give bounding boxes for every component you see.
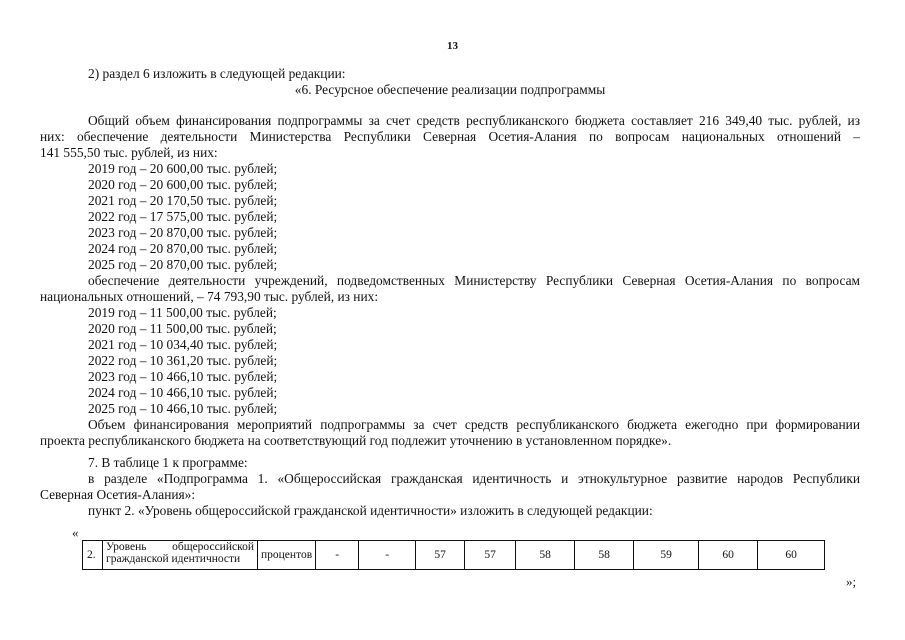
value-cell: 58 <box>575 541 634 570</box>
text-line: Объем финансирования мероприятий подпрограммы за счет средств республиканского бюджета ежегодно при формировании <box>88 417 860 432</box>
value-cell: - <box>359 541 416 570</box>
text-line: 2023 год – 10 466,10 тыс. рублей; <box>88 369 278 384</box>
text-line: 141 555,50 тыс. рублей, из них: <box>40 145 218 160</box>
text-line: 2024 год – 10 466,10 тыс. рублей; <box>88 385 278 400</box>
text-line: 2020 год – 20 600,00 тыс. рублей; <box>88 177 278 192</box>
text-line: 2025 год – 10 466,10 тыс. рублей; <box>88 401 278 416</box>
spacer <box>40 98 860 113</box>
text-line: них: обеспечение деятельности Министерства Республики Северная Осетия-Алания по вопросам национальных отношений – <box>40 129 860 144</box>
text-line: 2022 год – 10 361,20 тыс. рублей; <box>88 353 278 368</box>
text-line: национальных отношений, – 74 793,90 тыс. рублей, из них: <box>40 289 379 304</box>
text-line: «6. Ресурсное обеспечение реализации подпрограммы <box>294 82 606 97</box>
text-line: Северная Осетия-Алания»: <box>40 487 196 502</box>
text-line: 2021 год – 10 034,40 тыс. рублей; <box>88 337 278 352</box>
text-line: пункт 2. «Уровень общероссийской гражданской идентичности» изложить в следующей редакции: <box>88 503 653 518</box>
value-cell: 57 <box>416 541 465 570</box>
unit-cell: процентов <box>258 541 316 570</box>
table-row <box>83 541 825 570</box>
text-line: 2021 год – 20 170,50 тыс. рублей; <box>88 193 278 208</box>
indicator-name-cell: Уровень общероссийской гражданской идентичности <box>103 541 258 570</box>
page-number: 13 <box>447 40 458 52</box>
document-body <box>40 66 860 519</box>
text-line: 2) раздел 6 изложить в следующей редакции: <box>88 66 346 81</box>
value-cell: 58 <box>516 541 575 570</box>
value-cell: 60 <box>758 541 825 570</box>
value-cell: 59 <box>634 541 699 570</box>
text-line: проекта республиканского бюджета на соответствующий год подлежит уточнению в установленном порядке». <box>40 433 672 448</box>
text-line: Общий объем финансирования подпрограммы за счет средств республиканского бюджета составляет 216 349,40 тыс. рублей, из <box>88 113 860 128</box>
text-line: 2020 год – 11 500,00 тыс. рублей; <box>88 321 277 336</box>
text-line: 2019 год – 11 500,00 тыс. рублей; <box>88 305 277 320</box>
value-cell: - <box>316 541 359 570</box>
text-line: 2022 год – 17 575,00 тыс. рублей; <box>88 209 278 224</box>
text-line: 2023 год – 20 870,00 тыс. рублей; <box>88 225 278 240</box>
text-line: 7. В таблице 1 к программе: <box>88 455 248 470</box>
value-cell: 60 <box>699 541 758 570</box>
text-line: обеспечение деятельности учреждений, подведомственных Министерству Республики Северная Осетия-Алания по вопросам <box>88 273 860 288</box>
text-line: 2025 год – 20 870,00 тыс. рублей; <box>88 257 278 272</box>
opening-quote: « <box>72 525 79 540</box>
row-number-cell: 2. <box>83 541 103 570</box>
text-line: 2024 год – 20 870,00 тыс. рублей; <box>88 241 278 256</box>
indicator-table <box>82 540 825 570</box>
text-line: 2019 год – 20 600,00 тыс. рублей; <box>88 161 278 176</box>
value-cell: 57 <box>465 541 516 570</box>
text-line: в разделе «Подпрограмма 1. «Общероссийская гражданская идентичность и этнокультурное развитие народов Республики <box>88 471 860 486</box>
closing-quote: »; <box>846 574 857 589</box>
